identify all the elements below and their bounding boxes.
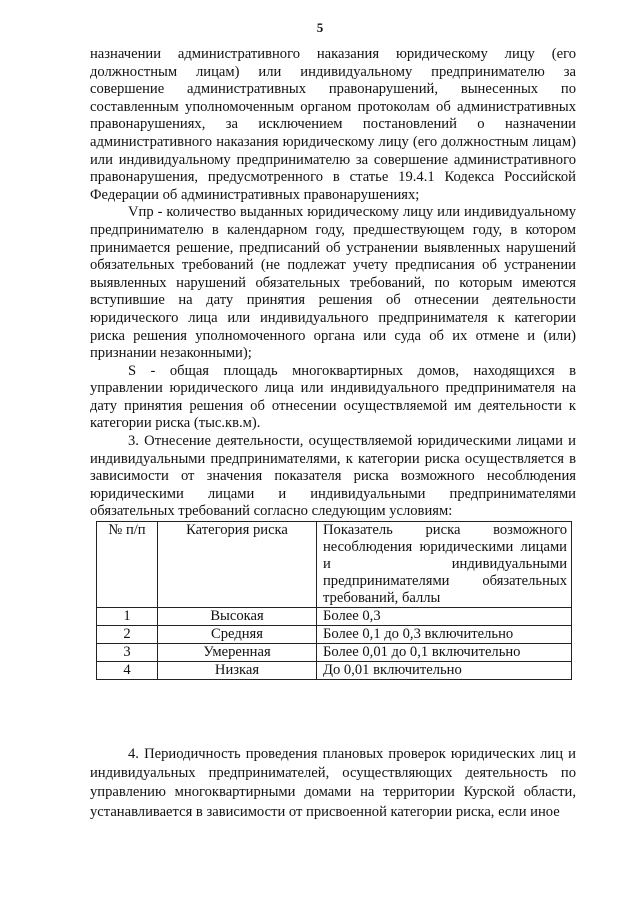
header-number: № п/п — [97, 522, 158, 608]
table-header-row — [97, 522, 572, 608]
table-row — [97, 644, 572, 662]
row-category: Умеренная — [158, 644, 317, 662]
table-row — [97, 608, 572, 626]
row-number: 4 — [97, 662, 158, 680]
row-indicator: До 0,01 включительно — [317, 662, 572, 680]
paragraph-continuation: назначении административного наказания юридическому лицу (его должностным лицам) или индивидуальному предпринимателю за совершение административных правонарушений, вынесенных по составленным уполномоченным органом протоколам об административных правонарушениях, за исключением постановлений о назначении административного наказания юридическому лицу (его должностным лицам) или индивидуальному предпринимателю за совершение административного правонарушения, предусмотренного в статье 19.4.1 Кодекса Российской Федерации об административных правонарушениях; — [90, 46, 576, 203]
row-indicator: Более 0,1 до 0,3 включительно — [317, 626, 572, 644]
paragraph-item-3: 3. Отнесение деятельности, осуществляемой юридическими лицами и индивидуальными предпринимателями, к категории риска осуществляется в зависимости от значения показателя риска возможного несоблюдения юридическими лицами и индивидуальными предпринимателями обязательных требований согласно следующим условиям: — [90, 433, 576, 520]
row-number: 3 — [97, 644, 158, 662]
row-category: Высокая — [158, 608, 317, 626]
row-number: 2 — [97, 626, 158, 644]
row-indicator: Более 0,3 — [317, 608, 572, 626]
paragraph-item-4: 4. Периодичность проведения плановых проверок юридических лиц и индивидуальных предпринимателей, осуществляющих деятельность по управлению многоквартирными домами на территории Курской области, устанавливается в зависимости от присвоенной категории риска, если иное — [90, 746, 576, 820]
table-row — [97, 626, 572, 644]
paragraph-s-definition: S - общая площадь многоквартирных домов, находящихся в управлении юридического лица или индивидуального предпринимателя на дату принятия решения об отнесении осуществляемой им деятельности к категории риска (тыс.кв.м). — [90, 362, 576, 432]
row-category: Низкая — [158, 662, 317, 680]
row-indicator: Более 0,01 до 0,1 включительно — [317, 644, 572, 662]
paragraph-vpr-definition: Vпр - количество выданных юридическому лицу или индивидуальному предпринимателю в календарном году, предшествующем году, в котором принимается решение, предписаний об устранении выявленных нарушений обязательных требований (не подлежат учету предписания об устранении выявленных нарушений обязательных требований, по которым имеются вступившие на дату принятия решения об отнесении деятельности юридического лица или индивидуального предпринимателя к категории риска решения уполномоченного органа или суда об их отмене и (или) признании незаконными); — [90, 204, 576, 362]
row-category: Средняя — [158, 626, 317, 644]
row-number: 1 — [97, 608, 158, 626]
risk-category-table — [96, 521, 572, 680]
header-indicator: Показатель риска возможного несоблюдения юридическими лицами и индивидуальными предпринимателями обязательных требований, баллы — [317, 522, 572, 608]
header-category: Категория риска — [158, 522, 317, 608]
page-number: 5 — [316, 20, 324, 35]
table-row — [97, 662, 572, 680]
document-body — [90, 46, 576, 680]
document-body-continued — [90, 745, 576, 822]
